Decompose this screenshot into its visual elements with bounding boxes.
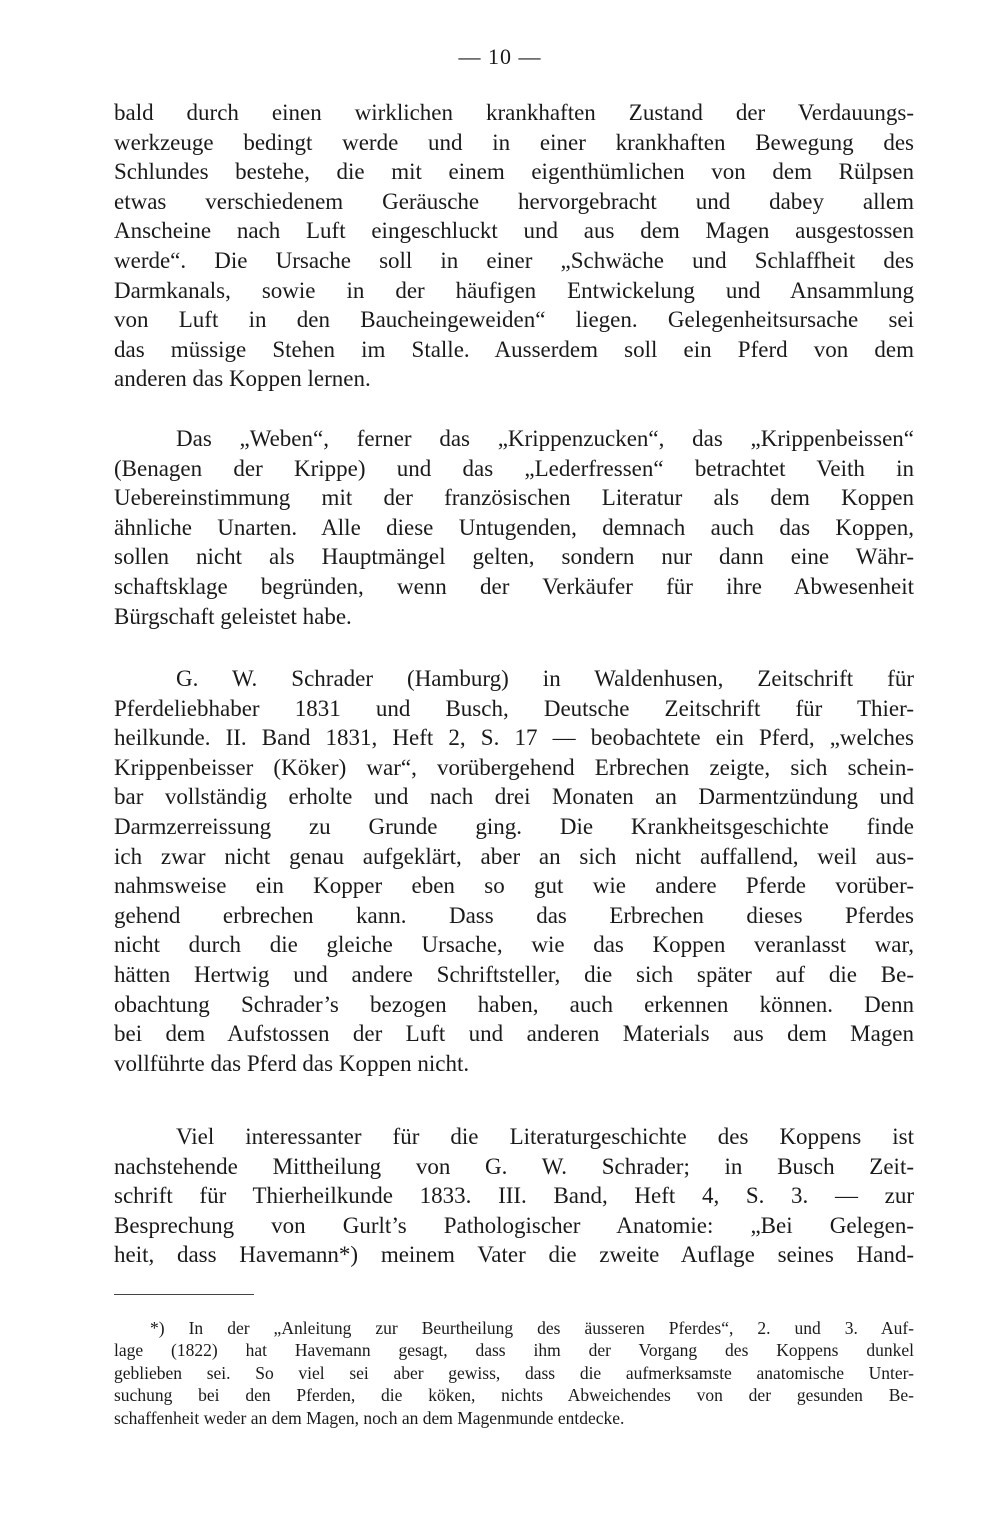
paragraph-3 [114, 664, 914, 1078]
text-line: Schlundes bestehe, die mit einem eigenthümlichen von dem Rülpsen [114, 159, 914, 185]
text-line: obachtung Schrader’s bezogen haben, auch erkennen können. Denn [114, 991, 914, 1017]
text-line: hätten Hertwig und andere Schriftsteller, die sich später auf die Be- [114, 961, 914, 987]
text-line: nahmsweise ein Kopper eben so gut wie andere Pferde vorüber- [114, 873, 914, 899]
text-line: gehend erbrechen kann. Dass das Erbrechen dieses Pferdes [114, 902, 914, 928]
text-line: nicht durch die gleiche Ursache, wie das Koppen veranlasst war, [114, 932, 914, 958]
text-line: Bürgschaft geleistet habe. [114, 603, 352, 629]
paragraph-2 [114, 424, 914, 631]
text-line: Viel interessanter für die Literaturgeschichte des Koppens ist [176, 1124, 914, 1149]
text-line: Anscheine nach Luft eingeschluckt und aus dem Magen ausgestossen [114, 218, 914, 244]
footnote-divider [114, 1294, 254, 1295]
text-line: (Benagen der Krippe) und das „Lederfressen“ betrachtet Veith in [114, 455, 914, 481]
text-line: von Luft in den Baucheingeweiden“ liegen. Gelegenheitsursache sei [114, 307, 914, 333]
text-line: das müssige Stehen im Stalle. Ausserdem soll ein Pferd von dem [114, 336, 914, 362]
paragraph-4 [114, 1122, 914, 1270]
footnote [114, 1317, 914, 1429]
text-line: werkzeuge bedingt werde und in einer krankhaften Bewegung des [114, 129, 914, 155]
text-line: ich zwar nicht genau aufgeklärt, aber an sich nicht auffallend, weil aus- [114, 843, 914, 869]
text-line: Pferdeliebhaber 1831 und Busch, Deutsche Zeitschrift für Thier- [114, 695, 914, 721]
text-line: Darmkanals, sowie in der häufigen Entwickelung und Ansammlung [114, 277, 914, 303]
text-line: bei dem Aufstossen der Luft und anderen Materials aus dem Magen [114, 1021, 914, 1047]
text-line: Besprechung von Gurlt’s Pathologischer Anatomie: „Bei Gelegen- [114, 1212, 914, 1238]
footnote-line: suchung bei den Pferden, die köken, nichts Abweichendes von der gesunden Be- [114, 1385, 914, 1406]
footnote-line: schaffenheit weder an dem Magen, noch an dem Magenmunde entdecke. [114, 1407, 625, 1428]
text-line: etwas verschiedenem Geräusche hervorgebracht und dabey allem [114, 188, 914, 214]
page-number: — 10 — [458, 44, 542, 69]
paragraph-1 [114, 98, 914, 394]
footnote-line: *) In der „Anleitung zur Beurtheilung des äusseren Pferdes“, 2. und 3. Auf- [150, 1318, 914, 1338]
text-line: schaftsklage begründen, wenn der Verkäufer für ihre Abwesenheit [114, 573, 914, 599]
text-line: Krippenbeisser (Köker) war“, vorübergehend Erbrechen zeigte, sich schein- [114, 754, 914, 780]
text-line: heilkunde. II. Band 1831, Heft 2, S. 17 — beobachtete ein Pferd, „welches [114, 725, 914, 751]
text-line: Darmzerreissung zu Grunde ging. Die Krankheitsgeschichte finde [114, 813, 914, 839]
text-line: bald durch einen wirklichen krankhaften Zustand der Verdauungs- [114, 100, 914, 125]
text-line: sollen nicht als Hauptmängel gelten, sondern nur dann eine Währ- [114, 544, 914, 570]
footnote-line: geblieben sei. So viel sei aber gewiss, dass die aufmerksamste anatomische Unter- [114, 1362, 914, 1383]
text-line: Uebereinstimmung mit der französischen Literatur als dem Koppen [114, 485, 914, 511]
footnote-line: lage (1822) hat Havemann gesagt, dass ihm der Vorgang des Koppens dunkel [114, 1340, 914, 1361]
text-line: Das „Weben“, ferner das „Krippenzucken“, das „Krippenbeissen“ [176, 426, 914, 451]
text-line: nachstehende Mittheilung von G. W. Schrader; in Busch Zeit- [114, 1153, 914, 1179]
text-line: bar vollständig erholte und nach drei Monaten an Darmentzündung und [114, 784, 914, 810]
text-line: heit, dass Havemann*) meinem Vater die zweite Auflage seines Hand- [114, 1242, 914, 1268]
text-line: anderen das Koppen lernen. [114, 366, 371, 392]
text-line: vollführte das Pferd das Koppen nicht. [114, 1050, 470, 1076]
text-line: werde“. Die Ursache soll in einer „Schwäche und Schlaffheit des [114, 247, 914, 273]
text-line: schrift für Thierheilkunde 1833. III. Band, Heft 4, S. 3. — zur [114, 1183, 914, 1209]
text-line: G. W. Schrader (Hamburg) in Waldenhusen, Zeitschrift für [176, 666, 914, 691]
text-line: ähnliche Unarten. Alle diese Untugenden, demnach auch das Koppen, [114, 514, 914, 540]
